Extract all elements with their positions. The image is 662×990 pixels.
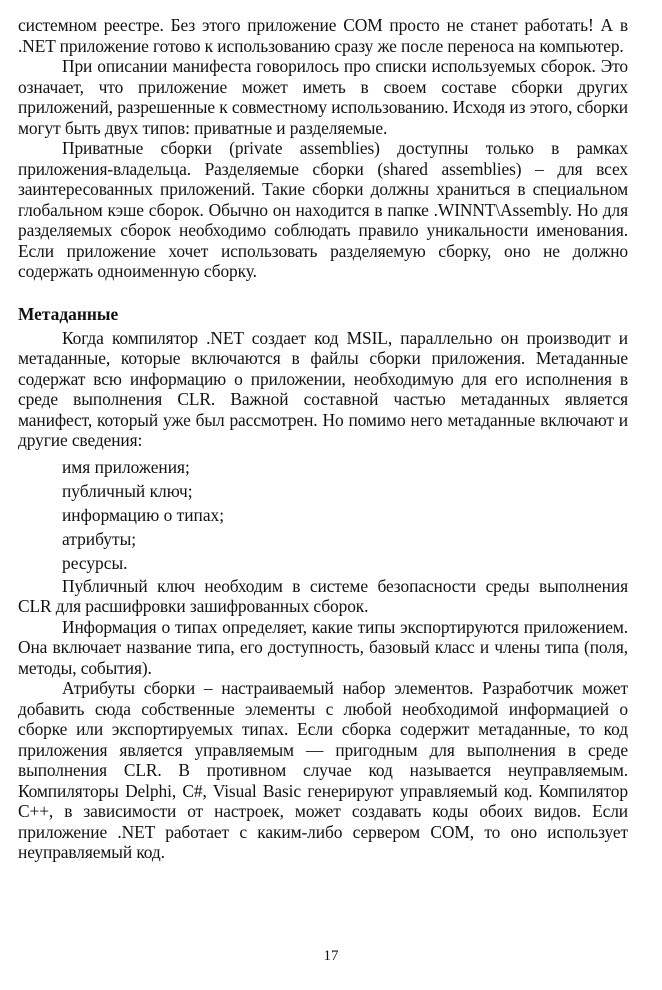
list-item: имя приложения; <box>62 456 190 477</box>
document-page <box>18 15 628 863</box>
paragraph-com-registry: системном реестре. Без этого приложение COM просто не станет работать! А в .NET приложение готово к использованию сразу же после переноса на компьютер. <box>18 15 628 56</box>
list-item: ресурсы. <box>62 553 128 574</box>
paragraph-public-key: Публичный ключ необходим в системе безопасности среды выполнения CLR для расшифровки зашифрованных сборок. <box>18 575 628 617</box>
list-item: атрибуты; <box>62 529 137 550</box>
paragraph-type-info: Информация о типах определяет, какие типы экспортируются приложением. Она включает название типа, его доступность, базовый класс и члены типа (поля, методы, события). <box>18 616 628 678</box>
section-heading-metadata: Метаданные <box>18 303 119 324</box>
paragraph-private-shared-assemblies: Приватные сборки (private assemblies) доступны только в рамках приложения-владельца. Разделяемые сборки (shared assemblies) – для всех заинтересованных приложений. Такие сборки должны храниться в специальном глобальном кэше сборок. Обычно он находится в папке .WINNT\Assembly. Но для разделяемых сборок необходимо соблюдать правило уникальности именования. Если приложение хочет использовать разделяемую сборку, оно не должно содержать одноименную сборку. <box>18 138 628 281</box>
paragraph-manifest-assemblies: При описании манифеста говорилось про списки используемых сборок. Это означает, что приложение может иметь в своем составе сборки других приложений, разрешенные к совместному использованию. Исходя из этого, сборки могут быть двух типов: приватные и разделяемые. <box>18 56 628 138</box>
list-item: публичный ключ; <box>62 480 193 501</box>
list-item: информацию о типах; <box>62 504 225 525</box>
metadata-items-list <box>18 455 628 576</box>
paragraph-assembly-attributes: Атрибуты сборки – настраиваемый набор элементов. Разработчик может добавить сюда собственные элементы с любой необходимой информацией о сборке или экспортируемых типах. Если сборка содержит метаданные, то код приложения является управляемым — пригодным для выполнения в среде выполнения CLR. В противном случае код называется неуправляемым. Компиляторы Delphi, C#, Visual Basic генерируют управляемый код. Компилятор C++, в зависимости от настроек, может создавать коды обоих видов. Если приложение .NET работает с каким-либо сервером COM, то оно использует неуправляемый код. <box>18 678 628 863</box>
page-number: 17 <box>323 948 339 964</box>
paragraph-metadata-intro: Когда компилятор .NET создает код MSIL, параллельно он производит и метаданные, которые включаются в файлы сборки приложения. Метаданные содержат всю информацию о приложении, необходимую для его исполнения в среде выполнения CLR. Важной составной частью метаданных является манифест, который уже был рассмотрен. Но помимо него метаданные включают и другие сведения: <box>18 327 628 450</box>
